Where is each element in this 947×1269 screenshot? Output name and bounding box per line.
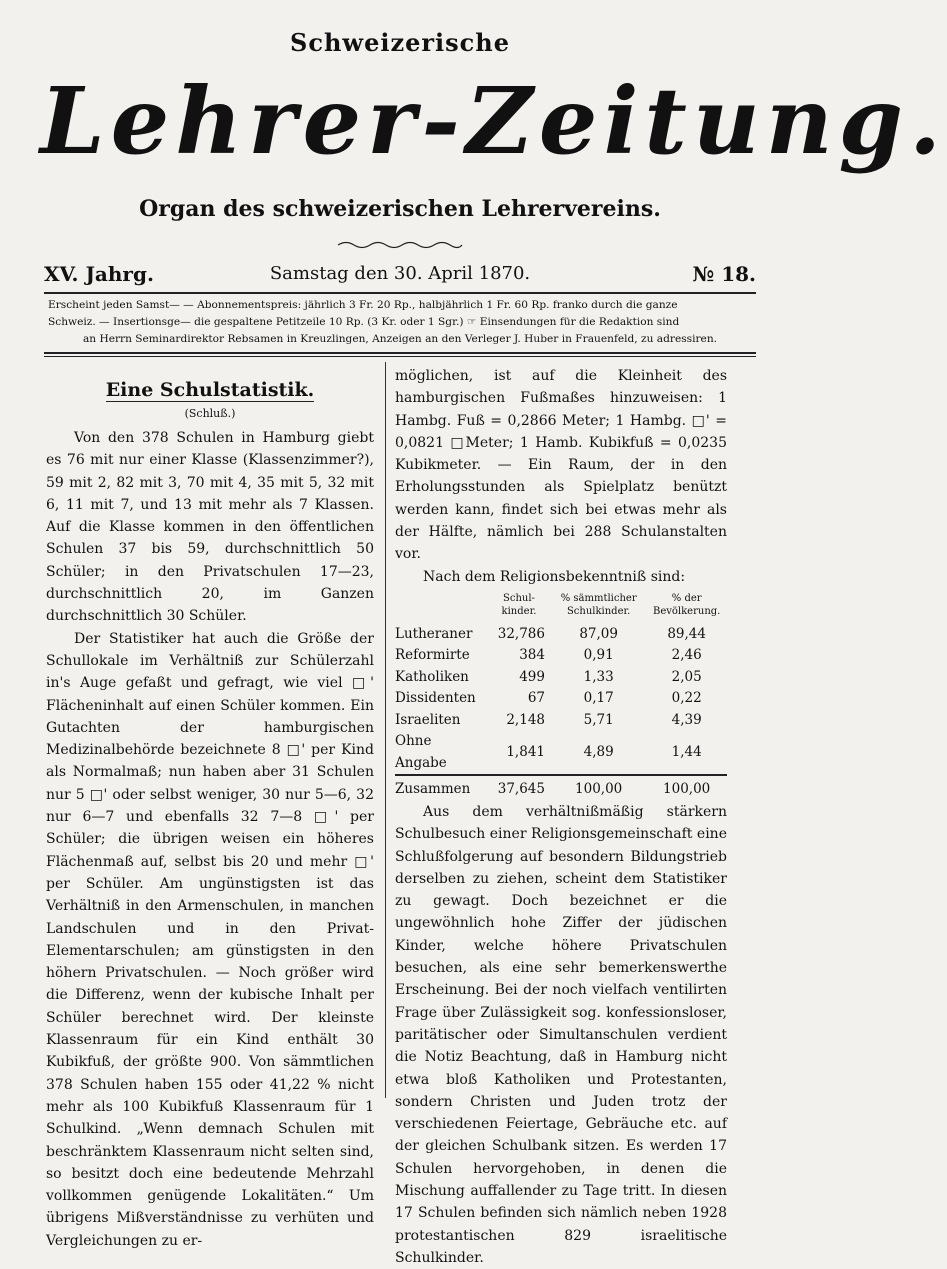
row-pct-population: 4,39	[671, 711, 702, 728]
table-header: % der Bevölkerung.	[652, 592, 721, 617]
header-rule-bottom-thin	[44, 356, 756, 357]
row-count: 1,841	[506, 744, 545, 761]
table-row	[395, 624, 727, 646]
row-pct-children: 4,89	[583, 744, 614, 761]
row-label: Lutheraner	[395, 625, 473, 642]
table-row	[395, 688, 727, 710]
row-pct-population: 0,22	[671, 690, 702, 707]
row-pct-population: 1,44	[671, 744, 702, 761]
row-pct-population: 89,44	[667, 625, 706, 642]
row-pct-population: 2,05	[671, 668, 702, 685]
left-column	[46, 365, 374, 1252]
masthead-subtitle: Organ des schweizerischen Lehrervereins.	[139, 196, 661, 222]
article-paragraph: Der Statistiker hat auch die Größe der Schullokale im Verhältniß zur Schülerzahl in's Auge gefaßt und gefragt, wie viel □' Flächeninhalt auf einen Schüler kommen. Ein Gutachten der hamburgischen Medizinalbehörde bezeichnete 8 □' per Kind als Normalmaß; nun haben aber 31 Schulen nur 5 □' oder selbst weniger, 30 nur 5—6, 32 nur 6—7 und ebenfalls 32 7—8 □' per Schüler; die übrigen weisen ein höheres Flächenmaß auf, selbst bis 20 und mehr □' per Schüler. Am ungünstigsten ist das Verhältniß in den Armenschulen, in manchen Landschulen und in den Privat-Elementarschulen; am günstigsten in den höhern Privatschulen. — Noch größer wird die Differenz, wenn der kubische Inhalt per Schüler berechnet wird. Der kleinste Klassenraum für ein Kind enthält 30 Kubikfuß, der größte 900. Von sämmtlichen 378 Schulen haben 155 oder 41,22 % nicht mehr als 100 Kubikfuß Klassenraum für 1 Schulkind. „Wenn demnach Schulen mit beschränktem Klassenraum nicht selten sind, so besitzt doch eine bedeutende Mehrzahl vollkommen genügende Lokalitäten.“ Um übrigens Mißverständnisse zu verhüten und Vergleichungen zu er-	[46, 630, 374, 1249]
total-pct-children: 100,00	[551, 775, 646, 801]
religion-table	[395, 590, 727, 801]
row-count: 384	[519, 647, 545, 664]
table-row	[395, 710, 727, 732]
table-row	[395, 667, 727, 689]
row-label: Katholiken	[395, 668, 469, 685]
row-pct-children: 0,91	[583, 647, 614, 664]
issue-number: № 18.	[692, 262, 756, 286]
row-label: Ohne Angabe	[395, 733, 447, 771]
total-count: 37,645	[487, 775, 551, 801]
issue-date: Samstag den 30. April 1870.	[269, 263, 531, 284]
header-rule-bottom	[44, 352, 756, 354]
article-paragraph: Von den 378 Schulen in Hamburg giebt es 76 mit nur einer Klasse (Klassenzimmer?), 59 mit 2, 82 mit 3, 70 mit 4, 35 mit 5, 32 mit 6, 11 mit 7, und 13 mit mehr als 7 Klassen. Auf die Klasse kommen in den öffentlichen Schulen 37 bis 59, durchschnittlich 50 Schüler; in den Privatschulen 17—23, durchschnittlich 20, im Ganzen durchschnittlich 30 Schüler.	[46, 430, 374, 625]
total-pct-population: 100,00	[646, 775, 727, 801]
table-header: Schul-kinder.	[501, 592, 537, 617]
row-pct-children: 1,33	[583, 668, 614, 685]
table-header: % sämmtlicher Schulkinder.	[560, 592, 637, 617]
column-divider	[385, 362, 386, 1098]
subscription-notice	[48, 297, 752, 348]
table-intro: Nach dem Religionsbekenntniß sind:	[423, 568, 686, 585]
row-label: Dissidenten	[395, 690, 476, 707]
article-subtitle: (Schluß.)	[184, 407, 236, 420]
row-count: 32,786	[497, 625, 545, 642]
row-label: Reformirte	[395, 647, 470, 664]
row-count: 499	[519, 668, 545, 685]
masthead-kicker: Schweizerische	[290, 28, 510, 57]
volume-label: XV. Jahrg.	[44, 262, 154, 286]
table-total-row	[395, 775, 727, 801]
notice-line: Schweiz. — Insertionsge— die gespaltene Petitzeile 10 Rp. (3 Kr. oder 1 Sgr.) ☞ Einsendungen für die Redaktion sind	[48, 316, 680, 328]
row-label: Israeliten	[395, 711, 461, 728]
article-paragraph: Aus dem verhältnißmäßig stärkern Schulbesuch einer Religionsgemeinschaft eine Schlußfolgerung auf besondern Bildungstrieb derselben zu ziehen, scheint dem Statistiker zu gewagt. Doch bezeichnet er die ungewöhnlich hohe Ziffer der jüdischen Kinder, welche höhere Privatschulen besuchen, als eine sehr bemerkenswerthe Erscheinung. Bei der noch vielfach ventilirten Frage über Zulässigkeit sog. konfessionsloser, paritätischer oder Simultanschulen verdient die Notiz Beachtung, daß in Hamburg nicht etwa bloß Katholiken und Protestanten, sondern Christen und Juden trotz der verschiedenen Feiertage, Gebräuche etc. auf der gleichen Schulbank sitzen. Es werden 17 Schulen hervorgehoben, in denen die Mischung auffallender zu Tage tritt. In diesen 17 Schulen befinden sich nämlich neben 1928 protestantischen 829 israelitische Schulkinder.	[395, 803, 727, 1266]
row-count: 67	[527, 690, 545, 707]
row-pct-children: 5,71	[583, 711, 614, 728]
article-paragraph: möglichen, ist auf die Kleinheit des hamburgischen Fußmaßes hinzuweisen: 1 Hambg. Fuß = 0,2866 Meter; 1 Hambg. □' = 0,0821 □Meter; 1 Hamb. Kubikfuß = 0,0235 Kubikmeter. — Ein Raum, der in den Erholungsstunden als Spielplatz benützt werden kann, findet sich bei etwas mehr als der Hälfte, nämlich bei 288 Schulanstalten vor.	[395, 368, 727, 563]
table-header-empty	[395, 590, 487, 624]
row-count: 2,148	[506, 711, 545, 728]
table-row	[395, 731, 727, 775]
notice-line: an Herrn Seminardirektor Rebsamen in Kreuzlingen, Anzeigen an den Verleger J. Huber in Frauenfeld, zu adressiren.	[82, 333, 718, 345]
dateline	[44, 262, 756, 290]
row-pct-children: 0,17	[583, 690, 614, 707]
row-pct-population: 2,46	[671, 647, 702, 664]
notice-line: Erscheint jeden Samst— — Abonnementspreis: jährlich 3 Fr. 20 Rp., halbjährlich 1 Fr. 60 Rp. franko durch die ganze	[48, 299, 678, 311]
article-title-text: Eine Schulstatistik.	[105, 379, 315, 401]
table-row	[395, 645, 727, 667]
total-label: Zusammen	[395, 775, 487, 801]
header-rule-top	[44, 292, 756, 294]
ornament-divider-icon	[338, 240, 462, 250]
row-pct-children: 87,09	[579, 625, 618, 642]
right-column	[395, 365, 727, 1269]
article-title	[46, 375, 374, 405]
masthead-title: Lehrer-Zeitung.	[40, 67, 947, 175]
